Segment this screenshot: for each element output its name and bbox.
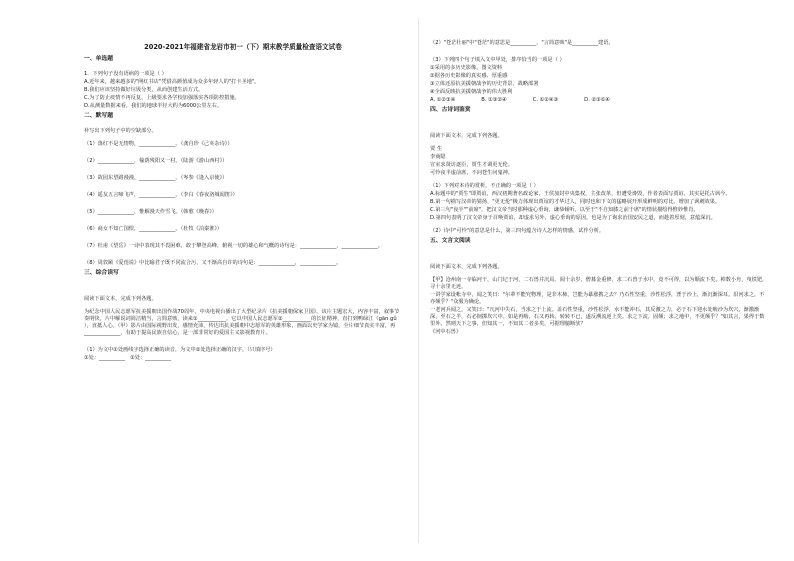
section-classical: 五、文言文阅读 xyxy=(430,238,471,244)
option-b: B.第一句描写汉帝的猜扬，"更无伦"极力体现出贾谊的才华过人，同时也和下文的猛略展开形成鲜明的对比，增加了讽刺效果。 xyxy=(430,199,721,205)
recite-1: （1）落红不是无情物，______________。（龚自珍《己亥杂诗》） xyxy=(84,141,233,147)
passage-jia-1: 【甲】沧州南一寺临河干，山门圮于河，二石兽并沉焉。阅十余岁，僧募金重修，求二石兽于水中，竟不可得，以为顺流下矣。棹数小舟，曳铁钯，寻十余里无迹。 xyxy=(430,277,768,290)
poem-question-1: （1）下列对本诗的赏析，不正确的一项是（ ） xyxy=(430,183,539,189)
poem-title: 贾 生 xyxy=(430,146,443,152)
read-prompt: 阅读下面文本，完成下列各题。 xyxy=(84,296,157,302)
option-b: B.我们应该坚持做好垃圾分类，从而创建生活方式。 xyxy=(84,87,204,93)
order-options: A. ①②③④ B. ①③②④ C. ①②④③ D. ②③①④ xyxy=(430,97,611,103)
dictation-intro: 补写出下列句子中的空缺部分。 xyxy=(84,128,157,134)
sentence-2: ②据各历史影像的真实感、厚重感 xyxy=(430,73,508,79)
poem-line-1: 宣室求贤访逐臣，贾生才调更无伦。 xyxy=(430,162,514,168)
doc-title: 2020-2021年福建省龙岩市初一（下）期末教学质量检查语文试卷 xyxy=(144,43,342,51)
option-c: C.第三句"夜半""前席"，把汉文帝当时那种虚心垂询、谦恭倾听，以至于"不自知膝之前于席"的情状描绘得惟妙惟肖。 xyxy=(430,207,699,213)
section-single-choice: 一、单选题 xyxy=(84,56,113,62)
recite-8: （8）周敦颐《爱莲说》中比喻君子既不同流合污，又不渐高自许的诗句是：______________，______________。 xyxy=(84,260,342,266)
passage-source: 《河中石兽》 xyxy=(430,329,462,335)
option-a: A.标题中的"贾生"即贾谊，西汉初期著名政论家，王侯加封中央集权，主张改革，但遭受谗毁，作者表面写贾谊，其实是托古讽今。 xyxy=(430,191,731,197)
option-c: C.为了防止疫情不再反复，上级要求各学校加强落实各项防控措施。 xyxy=(84,95,240,101)
section-comprehensive: 三、综合读写 xyxy=(84,270,119,276)
page-divider xyxy=(418,18,419,543)
sub-answer-line: ①处：__________ ②处：__________ xyxy=(84,355,172,361)
option-a: A.近年来，越来越多的"网红书店"凭借高颜值成为众多年轻人的"打卡圣地"。 xyxy=(84,79,260,85)
sub-question-1: （1）为文中①处画线字选择正确的读音，为文中②处选择正确的汉字。（只填序号） xyxy=(84,347,276,353)
passage-jia-2: 一讲学家设帐寺中，闻之笑曰："尔辈不能究物理，是非木柿，岂能为暴涨携之去？乃石性坚重，沙性松浮，湮于沙上，渐沉渐深耳。沿河求之，不亦颠乎？"众服为确论。 xyxy=(430,292,765,305)
sub-question-3: （3）下列四个句子填入文中甲处，排序恰当的一项是（ ） xyxy=(430,57,565,63)
sentence-4: ④全面反映抗美援朝战争的伟大胜利 xyxy=(430,89,513,95)
read-prompt: 阅读下面文本，完成下列各题。 xyxy=(430,264,503,270)
recite-6: （6）商女不知亡国恨，______________。（杜牧《泊秦淮》） xyxy=(84,226,223,232)
passage-jia-3: 一老河兵闻之，又笑曰："凡河中失石，当求之于上流。盖石性坚重，沙性松浮，水不能冲石，其反激之力，必于石下迎水处啮沙为坎穴，渐激渐深，至石之半，石必倒掷坎穴中。如是再啮，石又再转。转转不已，遂反溯流逆上矣。求之下流，固颠；求之地中，不更颠乎？"如其言，果得于数里外。然则天下之事，但知其一，不知其二者多矣，可据理臆断欤？ xyxy=(430,307,765,327)
right-column xyxy=(430,0,768,337)
question-1: 1．下列句子没有语病的一项是（ ） xyxy=(84,71,167,77)
option-d: D.第四句表明了汉文帝身于召唤贾谊，却虚求另外，虚心垂询的原因，也是为了询求治国安民之道，而趁着厚刻，意蕴深沉。 xyxy=(430,215,716,221)
recite-4: （4）遥友五言啼飞声，______________。（李白《春夜洛城闻笛》） xyxy=(84,192,238,198)
poem-line-2: 可怜夜半虚前席，不问苍生问鬼神。 xyxy=(430,170,514,176)
sub-question-2: （2）"苍茫壮丽"中"苍茫"的意思是__________，"言简意赅"是__________建语。 xyxy=(430,40,614,46)
poem-question-2: （2）诗中"可怜"的意思是什么，第三四句蕴含诗人怎样的情感，试作分析。 xyxy=(430,228,605,234)
sentence-1: ①采用的多历史影像、图文资料 xyxy=(430,65,503,71)
sentence-3: ③立体还原抗美援朝战争的历史背景、战略部署 xyxy=(430,81,539,87)
section-poetry: 四、古诗词鉴赏 xyxy=(430,107,471,113)
recite-7: （7）杜甫《望岳》一诗中表现其不畏困难，敢于攀登高峰，俯视一切的雄心和气概的诗句是：______________，______________。 xyxy=(84,243,383,249)
poem-author: 李商隐 xyxy=(430,154,446,160)
recite-2: （2）______________，榆荫残阳又一村。（陆游《游山西村》） xyxy=(84,158,228,164)
left-column xyxy=(84,0,402,363)
option-d: D.从测量数据来看，我们的地球半径大约为6000公里左右。 xyxy=(84,103,223,109)
recite-3: （3）故园东望路漫漫，______________。（岑参《逢入京使》） xyxy=(84,175,228,181)
recite-5: （5）______________，惟解漫天作雪飞。（韩愈《晚春》） xyxy=(84,209,217,215)
passage-body: 为纪念中国人民志愿军抗美援朝出国作战70周年，中央电视台播出了大型纪录片《抗美援朝保家卫国》。该片主题宏大，内容丰富，叙事节奏明快，片中解说词简洁精当，言简意赅，读来①___________。它以中国人民志愿军②___________的长征精神，直打到鸭绿江（ɡān ɡǔ ），直抵人心。（甲）影片由国际视野出发，感情充沛，传达出抗美援朝中志愿军的英雄形象，画面以史学家为镜，全片细节真实丰富，再______________，有助于提高民族自信心，是一部非常好的爱国主义影视教育片。 xyxy=(84,309,400,336)
section-dictation: 二、默写题 xyxy=(84,113,113,119)
read-prompt: 阅读下面文本，完成下列各题。 xyxy=(430,133,503,139)
